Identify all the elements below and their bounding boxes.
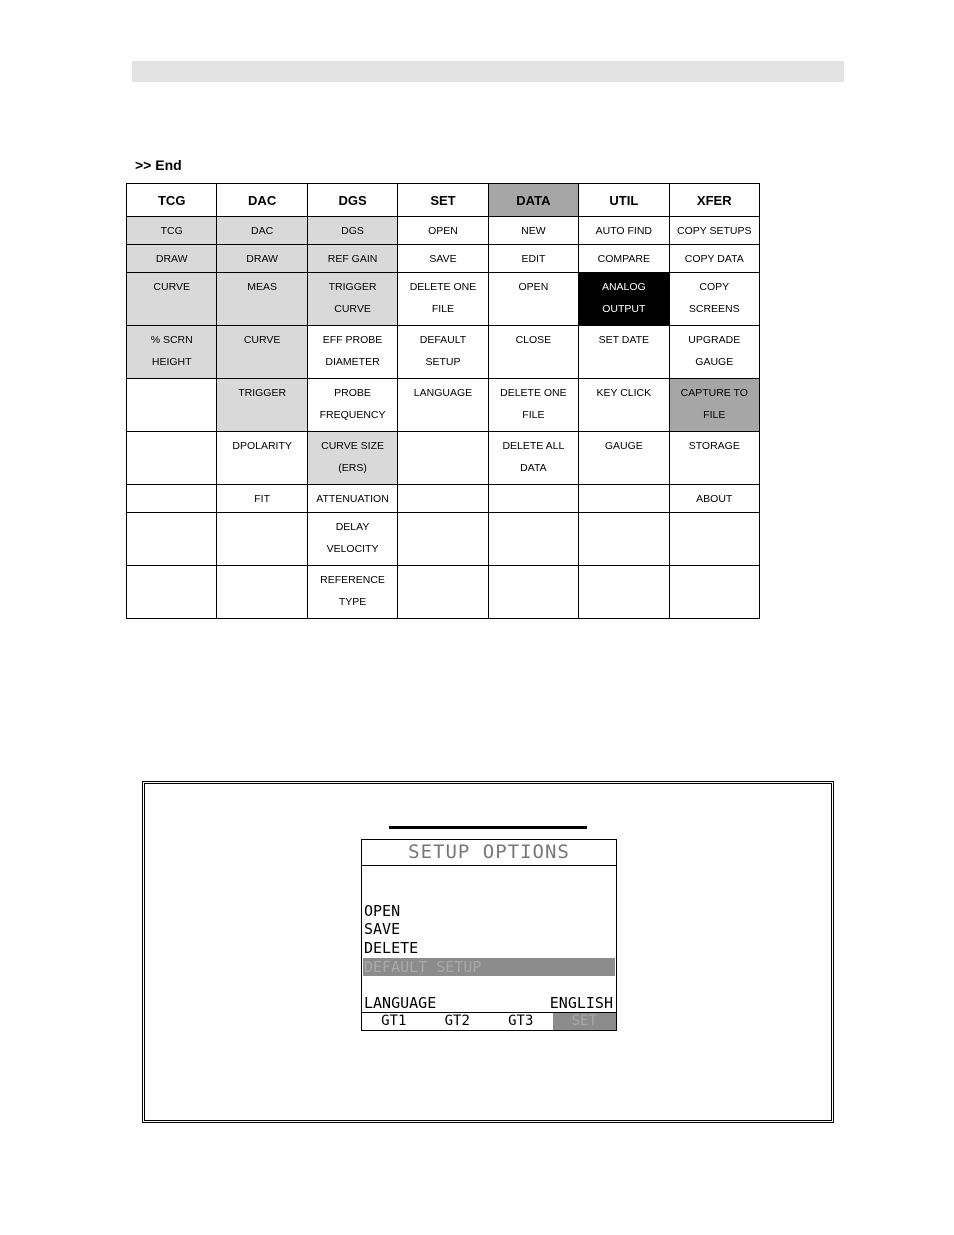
option-default-setup[interactable]: DEFAULT SETUP: [363, 958, 615, 976]
menu-item[interactable]: STORAGE: [669, 432, 759, 485]
softkey-set[interactable]: SET: [553, 1013, 617, 1030]
menu-item[interactable]: DRAW: [127, 245, 217, 273]
menu-item[interactable]: COPY SETUPS: [669, 217, 759, 245]
menu-cell-empty: [398, 485, 488, 513]
menu-item[interactable]: DRAW: [217, 245, 307, 273]
breadcrumb: >> End: [135, 157, 182, 173]
tab-util[interactable]: UTIL: [579, 184, 669, 217]
menu-item[interactable]: CURVE: [127, 273, 217, 326]
menu-item[interactable]: DELAY VELOCITY: [307, 513, 397, 566]
menu-cell-empty: [488, 566, 578, 619]
menu-cell-empty: [127, 485, 217, 513]
menu-item[interactable]: AUTO FIND: [579, 217, 669, 245]
softkey-gt2[interactable]: GT2: [444, 1013, 470, 1029]
menu-cell-empty: [398, 432, 488, 485]
menu-item[interactable]: EFF PROBE DIAMETER: [307, 326, 397, 379]
frame-divider: [389, 826, 587, 829]
menu-cell-empty: [217, 513, 307, 566]
menu-item[interactable]: GAUGE: [579, 432, 669, 485]
option-delete[interactable]: DELETE: [364, 939, 419, 957]
menu-item[interactable]: MEAS: [217, 273, 307, 326]
tab-set[interactable]: SET: [398, 184, 488, 217]
menu-item[interactable]: TRIGGER CURVE: [307, 273, 397, 326]
softkey-gt1[interactable]: GT1: [381, 1013, 407, 1029]
menu-item-selected[interactable]: ANALOG OUTPUT: [579, 273, 669, 326]
menu-item[interactable]: REFERENCE TYPE: [307, 566, 397, 619]
menu-cell-empty: [398, 566, 488, 619]
menu-item[interactable]: PROBE FREQUENCY: [307, 379, 397, 432]
menu-cell-empty: [127, 379, 217, 432]
menu-cell-empty: [127, 432, 217, 485]
menu-cell-empty: [398, 513, 488, 566]
menu-cell-empty: [579, 513, 669, 566]
tab-xfer[interactable]: XFER: [669, 184, 759, 217]
option-save[interactable]: SAVE: [364, 920, 401, 938]
menu-item[interactable]: FIT: [217, 485, 307, 513]
menu-item[interactable]: DPOLARITY: [217, 432, 307, 485]
menu-item[interactable]: CURVE: [217, 326, 307, 379]
menu-cell-empty: [579, 485, 669, 513]
menu-cell-empty: [579, 566, 669, 619]
menu-item[interactable]: DELETE ONE FILE: [398, 273, 488, 326]
tab-dgs[interactable]: DGS: [307, 184, 397, 217]
header-bar: [132, 61, 844, 82]
menu-item[interactable]: LANGUAGE: [398, 379, 488, 432]
menu-item[interactable]: KEY CLICK: [579, 379, 669, 432]
menu-item[interactable]: OPEN: [488, 273, 578, 326]
option-language-value[interactable]: ENGLISH: [549, 994, 613, 1012]
menu-cell-empty: [669, 513, 759, 566]
device-screen: [361, 839, 617, 1031]
menu-item[interactable]: EDIT: [488, 245, 578, 273]
menu-item[interactable]: DELETE ALL DATA: [488, 432, 578, 485]
menu-item[interactable]: COPY SCREENS: [669, 273, 759, 326]
menu-item[interactable]: CLOSE: [488, 326, 578, 379]
menu-item[interactable]: OPEN: [398, 217, 488, 245]
softkey-bar: [362, 1012, 616, 1030]
menu-item[interactable]: DELETE ONE FILE: [488, 379, 578, 432]
menu-item[interactable]: SET DATE: [579, 326, 669, 379]
menu-item[interactable]: REF GAIN: [307, 245, 397, 273]
menu-item[interactable]: DEFAULT SETUP: [398, 326, 488, 379]
tab-data[interactable]: DATA: [488, 184, 578, 217]
menu-item[interactable]: SAVE: [398, 245, 488, 273]
menu-item[interactable]: COPY DATA: [669, 245, 759, 273]
menu-tree-table: [126, 183, 760, 619]
menu-item[interactable]: DAC: [217, 217, 307, 245]
menu-item[interactable]: TCG: [127, 217, 217, 245]
menu-item[interactable]: TRIGGER: [217, 379, 307, 432]
menu-cell-empty: [669, 566, 759, 619]
menu-item[interactable]: CAPTURE TO FILE: [669, 379, 759, 432]
screen-title: SETUP OPTIONS: [362, 840, 616, 866]
menu-cell-empty: [488, 513, 578, 566]
menu-item[interactable]: UPGRADE GAUGE: [669, 326, 759, 379]
menu-item[interactable]: % SCRN HEIGHT: [127, 326, 217, 379]
menu-item[interactable]: COMPARE: [579, 245, 669, 273]
menu-item[interactable]: NEW: [488, 217, 578, 245]
menu-item[interactable]: DGS: [307, 217, 397, 245]
tab-tcg[interactable]: TCG: [127, 184, 217, 217]
option-open[interactable]: OPEN: [364, 902, 401, 920]
menu-item[interactable]: ATTENUATION: [307, 485, 397, 513]
menu-cell-empty: [488, 485, 578, 513]
option-language-label[interactable]: LANGUAGE: [364, 994, 437, 1012]
menu-cell-empty: [217, 566, 307, 619]
tab-dac[interactable]: DAC: [217, 184, 307, 217]
menu-cell-empty: [127, 513, 217, 566]
softkey-gt3[interactable]: GT3: [508, 1013, 534, 1029]
menu-cell-empty: [127, 566, 217, 619]
menu-item[interactable]: ABOUT: [669, 485, 759, 513]
menu-item[interactable]: CURVE SIZE (ERS): [307, 432, 397, 485]
